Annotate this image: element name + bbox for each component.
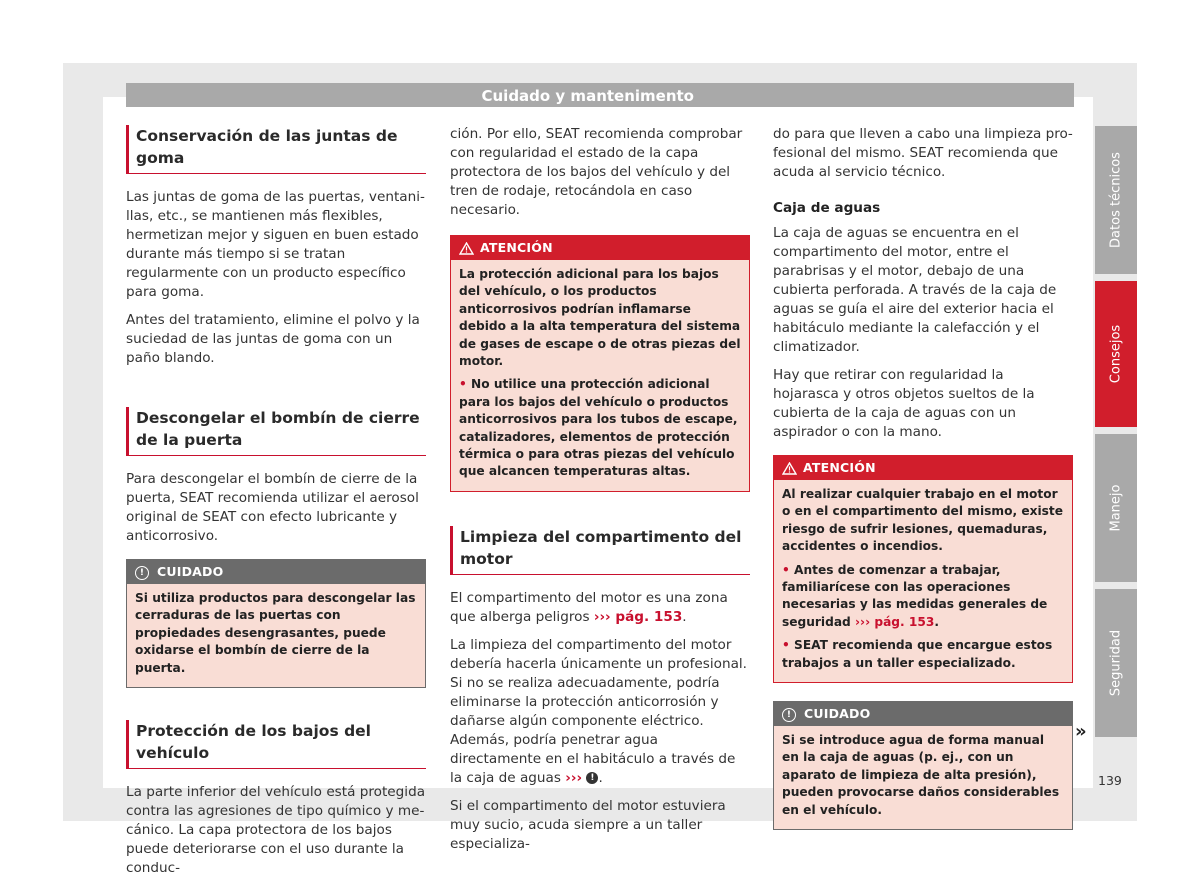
section-heading-engine-cleaning: Limpieza del compartimento del motor [450,526,750,575]
column-middle [450,125,750,863]
paragraph [450,636,750,788]
care-text: Si utiliza productos para descongelar las cerraduras de las puertas con propiedades desengrasantes, puede oxidarse el bombín de cierre de la puerta. [135,591,416,675]
column-left [126,125,426,887]
paragraph: La parte inferior del vehículo está protegida contra las agresiones de tipo químico y mecánico. La capa protectora de los bajos puede deteriorarse con el uso durante la conduc- [126,784,426,877]
warning-triangle-icon [459,242,474,255]
bullet: • [459,377,467,392]
bullet: • [782,638,790,653]
warning-text: Al realizar cualquier trabajo en el motor o en el compartimento del mismo, existe riesgo de sufrir lesiones, quemaduras, accidentes o incendios. [782,487,1063,554]
paragraph: ción. Por ello, SEAT recomienda comprobar con regularidad el estado de la capa protectora de los bajos del vehículo y del tren de rodaje, retocándola en caso necesario. [450,126,743,218]
page-reference-link[interactable]: ››› pág. 153 [593,608,683,625]
section-heading-door-lock: Descongelar el bombín de cierre de la puerta [126,407,426,456]
tab-manejo[interactable] [1095,434,1137,582]
section-heading-underbody: Protección de los bajos del vehículo [126,720,426,769]
paragraph: Antes del tratamiento, elimine el polvo y la suciedad de las juntas de goma con un paño blando. [126,312,420,366]
care-label: CUIDADO [804,706,871,722]
warning-triangle-icon [782,462,797,475]
subheading-water-box: Caja de aguas [773,200,881,216]
text: El compartimento del motor es una zona que alberga peligros [450,589,728,625]
tab-label: Manejo [1108,484,1124,532]
paragraph: La caja de aguas se encuentra en el compartimento del motor, entre el parabrisas y el motor, debajo de una cubierta perforada. A través de la caja de aguas se guía el aire del exterior hacia el habitáculo mediante la calefacción y el climatizador. [773,225,1057,355]
warning-bullet-item [782,562,1064,632]
bullet: • [782,562,790,577]
care-notice [773,701,1073,830]
chapter-title: Cuidado y mantenimento [481,87,694,105]
column-right [773,125,1073,848]
page-reference-link[interactable]: ››› pág. 153 [855,614,935,629]
warning-bullet-text: SEAT recomienda que encargue estos trabajos a un taller especializado. [782,638,1053,670]
paragraph [450,589,750,627]
warning-notice-body [451,260,749,491]
paragraph: Para descongelar el bombín de cierre de la puerta, SEAT recomienda utilizar el aerosol original de SEAT con efecto lubricante y anticorrosivo. [126,471,419,544]
warning-bullet-text: No utilice una protección adicional para los bajos del vehículo o productos anticorrosivos para los tubos de escape, catalizadores, elementos de protección térmica o para otras piezas del vehículo que alcancen temperaturas altas. [459,377,738,479]
care-text: Si se introduce agua de forma manual en la caja de aguas (p. ej., con un aparato de limpieza de alta presión), pueden provocarse daños considerables en el vehículo. [782,733,1060,817]
text: Antes de comenzar a trabajar, familiarícese con las operaciones necesarias y las medidas generales de seguridad [782,562,1048,629]
care-notice-body [774,726,1072,829]
tab-datos-tecnicos[interactable] [1095,126,1137,274]
care-label: CUIDADO [157,564,224,579]
paragraph: Las juntas de goma de las puertas, ventanillas, etc., se mantienen más flexibles, hermetizan mejor y siguen en buen estado durante más tiempo si se tratan regularmente con un producto específico para goma. [126,189,425,300]
paragraph: do para que lleven a cabo una limpieza profesional del mismo. SEAT recomienda que acuda al servicio técnico. [773,126,1073,180]
caution-icon: ! [586,772,598,784]
warning-text: La protección adicional para los bajos del vehículo, o los productos anticorrosivos podrían inflamarse debido a la alta temperatura del sistema de gases de escape o de otras piezas del motor. [459,267,741,369]
care-notice-body [127,584,425,687]
info-circle-icon: ! [782,708,796,722]
paragraph: Hay que retirar con regularidad la hojarasca y otros objetos sueltos de la cubierta de la caja de aguas con un aspirador o con la mano. [773,367,1035,440]
warning-label: ATENCIÓN [480,240,553,255]
care-notice-header [774,702,1072,726]
text: . [682,608,687,625]
paragraph: Si el compartimento del motor estuviera muy sucio, acuda siempre a un taller especializa- [450,797,726,852]
warning-notice [773,455,1073,683]
tab-label: Seguridad [1108,629,1124,697]
warning-bullet-item [782,637,1064,672]
tab-seguridad[interactable] [1095,589,1137,737]
care-notice-header [127,560,425,584]
warning-bullet-item [459,376,741,480]
care-notice [126,559,426,688]
tab-label: Consejos [1108,324,1124,384]
info-circle-icon: ! [135,566,149,580]
warning-label: ATENCIÓN [803,460,876,475]
continue-arrow-icon: » [1075,721,1087,742]
warning-notice-header [451,236,749,260]
text: La limpieza del compartimento del motor debería hacerla únicamente un profesional. Si no se realiza adecuadamente, podría eliminarse la protección anticorrosión y dañarse algún componente eléctrico. Además, podría penetrar agua directamente en el habitáculo a través de la caja de aguas [450,636,748,786]
text: . [598,769,603,786]
page-reference-link[interactable]: ››› [565,769,583,786]
tab-consejos[interactable] [1095,281,1137,427]
warning-notice [450,235,750,492]
section-heading-rubber-seals: Conservación de las juntas de goma [126,125,426,174]
warning-notice-header [774,456,1072,480]
page-number: 139 [1098,773,1122,788]
warning-notice-body [774,480,1072,682]
tab-label: Datos técnicos [1108,152,1124,248]
text: . [934,614,939,629]
